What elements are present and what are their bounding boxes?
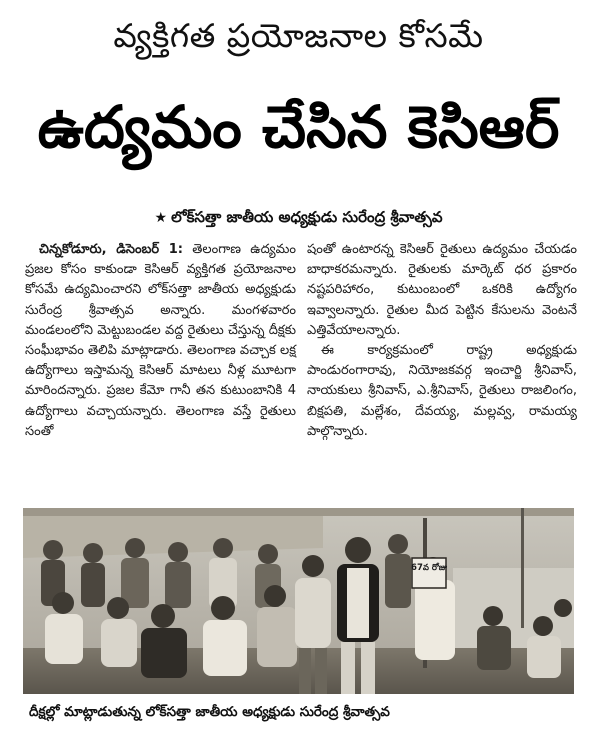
news-photo — [23, 508, 574, 694]
article-left-column — [25, 240, 296, 442]
paragraph-continued: షంతో ఉంటారన్న కెసిఆర్ రైతులు ఉద్యమం చేయడం బాధాకరమన్నారు. రైతులకు మార్కెట్ ధర ప్రకారం నష్టపరిహారం, కుటుంబంలో ఒకరికి ఉద్యోగం ఇవ్వాలన్నారు. రైతుల మీద పెట్టిన కేసులను వెంటనే ఎత్తివేయాలన్నారు. — [307, 242, 577, 338]
dateline: చిన్నకోడూరు, డిసెంబర్ 1: — [39, 242, 183, 257]
article-right-column — [307, 240, 577, 442]
byline-text: లోక్‌సత్తా జాతీయ అధ్యక్షుడు సురేంద్ర శ్రీవాత్సవ — [171, 208, 443, 226]
paragraph: ఈ కార్యక్రమంలో రాష్ట్ర అధ్యక్షుడు పాండురంగారావు, నియోజకవర్గ ఇంచార్జి శ్రీనివాస్, నాయకులు శ్రీనివాస్, ఎ.శ్రీనివాస్, రైతులు రాజలింగం, బిక్షపతి, మల్లేశం, దేవయ్య, మల్లవ్వ, రామయ్య పాల్గొన్నారు. — [307, 343, 577, 439]
star-icon: ★ — [154, 210, 168, 226]
article-byline — [0, 206, 597, 229]
article-subhead: వ్యక్తిగత ప్రయోజనాల కోసమే — [113, 16, 484, 55]
article-headline: ఉద్యమం చేసిన కెసిఆర్ — [37, 93, 560, 161]
paragraph — [25, 240, 296, 442]
sign-board-text: 67వ రోజు — [411, 563, 447, 573]
photo-caption: దీక్షల్లో మాట్లాడుతున్న లోక్‌సత్తా జాతీయ అధ్యక్షుడు సురేంద్ర శ్రీవాత్సవ — [29, 704, 390, 720]
photo-illustration — [23, 508, 574, 694]
paragraph-text: తెలంగాణ ఉద్యమం ప్రజల కోసం కాకుండా కెసిఆర్ వ్యక్తిగత ప్రయోజనాల కోసమే ఉద్యమించారని లోక్‌సత్తా జాతీయ అధ్యక్షుడు సురేంద్ర శ్రీవాత్సవ అన్నారు. మంగళవారం మండలంలోని మెట్టుబండల వద్ద రైతులు చేస్తున్న దీక్షకు సంఘీభావం తెలిపి మాట్లాడారు. తెలంగాణ వచ్చాక లక్ష ఉద్యోగాలు ఇస్తామన్న కెసిఆర్ మాటలు నీళ్ల మూటగా మారిందన్నారు. ప్రజల కేమో గానీ తన కుటుంబానికి 4 ఉద్యోగాలు వచ్చాయన్నారు. తెలంగాణ వస్తే రైతులు సంతో — [25, 242, 296, 439]
